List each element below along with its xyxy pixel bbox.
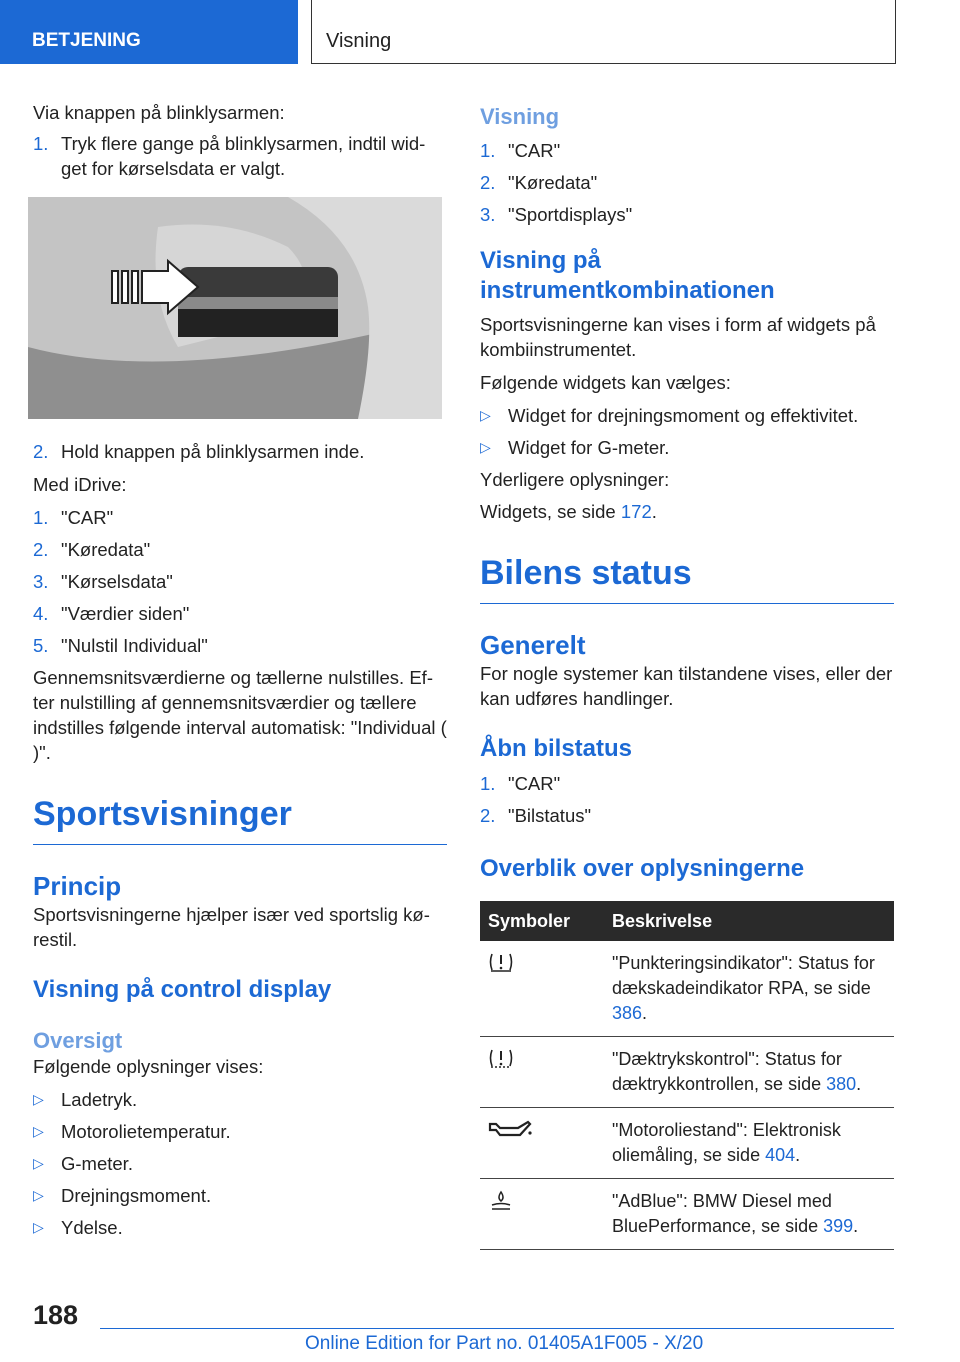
triangle-bullet-icon: ▷ — [33, 1123, 44, 1139]
oil-can-icon — [488, 1118, 534, 1140]
page-number: 188 — [33, 1300, 79, 1330]
heading-control-display: Visning på control display — [33, 976, 332, 1003]
more-label: Yderligere oplysninger: — [480, 469, 670, 490]
oversigt-text: Følgende oplysninger vises: — [33, 1056, 264, 1077]
triangle-bullet-icon: ▷ — [33, 1155, 44, 1171]
step-text: "Bilstatus" — [508, 805, 592, 826]
step-number: 5. — [33, 635, 49, 656]
generelt-text: For nogle systemer kan tilstandene vises, eller der kan udføres handlinger. — [480, 663, 893, 709]
step-text: "CAR" — [508, 140, 561, 161]
description-text: "Punkteringsindikator": Status for dækskadeindikator RPA, se side — [612, 953, 875, 998]
step-text: "Køredata" — [61, 539, 151, 560]
bullet-text: Widget for G-meter. — [508, 437, 670, 458]
triangle-bullet-icon: ▷ — [33, 1091, 44, 1107]
page-link[interactable]: 404 — [765, 1145, 796, 1165]
list-item — [33, 1119, 447, 1144]
section-tab: BETJENING — [0, 0, 298, 64]
heading-visning: Visning — [480, 104, 560, 129]
step-number: 1. — [480, 773, 496, 794]
princip-text: Sportsvisningerne hjælper især ved sportslig kø-restil. — [33, 904, 430, 950]
list-item — [33, 601, 447, 626]
symbol-cell — [480, 1037, 604, 1108]
list-item — [480, 170, 894, 195]
description-cell: "Dæktrykskontrol": Status for dæktrykkontrollen, se side 380. — [604, 1037, 894, 1108]
table-row — [480, 941, 894, 1037]
step-text: Tryk flere gange på blinklysarmen, indtil wid-get for kørselsdata er valgt. — [61, 133, 426, 179]
heading-overblik: Overblik over oplysningerne — [480, 855, 805, 882]
list-item — [480, 435, 894, 460]
list-item — [33, 633, 447, 658]
tire-pressure-icon — [488, 1047, 514, 1069]
table-header-row — [480, 901, 894, 941]
list-item — [33, 1087, 447, 1112]
description-text: "Motoroliestand": Elektronisk oliemåling, se side — [612, 1120, 841, 1165]
list-item — [33, 505, 447, 530]
step-number: 3. — [33, 571, 49, 592]
lever-illustration — [28, 197, 442, 419]
page-link[interactable]: 386 — [612, 1003, 643, 1023]
idrive-steps — [33, 505, 447, 658]
reset-text: Gennemsnitsværdierne og tællerne nulstilles. Ef-ter nulstilling af gennemsnitsværdier og tællere indstilles følgende interval automatisk: "Individual ( )". — [33, 667, 447, 763]
step-text: "Nulstil Individual" — [61, 635, 208, 656]
step-text: "Sportdisplays" — [508, 204, 633, 225]
heading-aabn-bilstatus: Åbn bilstatus — [480, 735, 633, 762]
symbol-cell — [480, 1179, 604, 1250]
list-item — [480, 202, 894, 227]
widgets-label: Følgende widgets kan vælges: — [480, 372, 731, 393]
triangle-bullet-icon: ▷ — [480, 407, 491, 423]
bullet-text: G-meter. — [61, 1153, 133, 1174]
symbol-cell — [480, 1108, 604, 1179]
description-cell: "AdBlue": BMW Diesel med BluePerformance, se side 399. — [604, 1179, 894, 1250]
adblue-icon — [488, 1189, 514, 1211]
page-link[interactable]: 399 — [823, 1216, 854, 1236]
list-item — [33, 1183, 447, 1208]
bullet-text: Motorolietemperatur. — [61, 1121, 231, 1142]
description-text: "AdBlue": BMW Diesel med BluePerformance, se side — [612, 1191, 832, 1236]
step-number: 2. — [33, 441, 49, 462]
list-item — [480, 403, 894, 428]
page-link[interactable]: 380 — [826, 1074, 857, 1094]
list-item — [33, 131, 447, 181]
list-item — [33, 1215, 447, 1240]
step-number: 2. — [480, 805, 496, 826]
table-row — [480, 1037, 894, 1108]
idrive-label: Med iDrive: — [33, 474, 127, 495]
step-text: Hold knappen på blinklysarmen inde. — [61, 441, 365, 462]
heading-generelt: Generelt — [480, 630, 586, 660]
triangle-bullet-icon: ▷ — [33, 1187, 44, 1203]
list-item — [33, 537, 447, 562]
list-item — [480, 138, 894, 163]
list-item — [33, 439, 447, 464]
widgets-reference: Widgets, se side 172. — [480, 501, 657, 522]
table-row — [480, 1108, 894, 1179]
heading-instrument: Visning på instrumentkombinationen — [480, 247, 775, 304]
step-number: 2. — [33, 539, 49, 560]
column-header: Symboler — [480, 901, 604, 941]
description-cell: "Punkteringsindikator": Status for dækskadeindikator RPA, se side 386. — [604, 941, 894, 1037]
turn-signal-lever-photo — [28, 197, 442, 419]
step-text: "CAR" — [61, 507, 114, 528]
list-item — [480, 803, 894, 828]
page-link[interactable]: 172 — [620, 501, 652, 522]
step-text: "Køredata" — [508, 172, 598, 193]
list-item — [33, 569, 447, 594]
bullet-text: Drejningsmoment. — [61, 1185, 212, 1206]
heading-bilens-status: Bilens status — [480, 554, 894, 604]
step-number: 1. — [33, 507, 49, 528]
step-number: 3. — [480, 204, 496, 225]
triangle-bullet-icon: ▷ — [480, 439, 491, 455]
reference-text: Widgets, se side — [480, 501, 621, 522]
step-number: 1. — [33, 133, 49, 154]
column-header: Beskrivelse — [604, 901, 894, 941]
list-item — [480, 771, 894, 796]
step-text: "Kørselsdata" — [61, 571, 173, 592]
step-text: "Værdier siden" — [61, 603, 190, 624]
left-column — [33, 100, 447, 1247]
footer-edition: Online Edition for Part no. 01405A1F005 - X/20 — [305, 1333, 704, 1354]
heading-princip: Princip — [33, 871, 122, 901]
bullet-text: Widget for drejningsmoment og effektivitet. — [508, 405, 859, 426]
intro-text: Via knappen på blinklysarmen: — [33, 102, 285, 123]
status-table — [480, 901, 894, 1250]
heading-sportsvisninger: Sportsvisninger — [33, 795, 447, 845]
step-number: 4. — [33, 603, 49, 624]
instrument-text: Sportsvisningerne kan vises i form af widgets på kombiinstrumentet. — [480, 314, 876, 360]
step-number: 1. — [480, 140, 496, 161]
bullet-text: Ydelse. — [61, 1217, 123, 1238]
tire-warning-icon — [488, 951, 514, 973]
description-text: "Dæktrykskontrol": Status for dæktrykkontrollen, se side — [612, 1049, 842, 1094]
page-header-title: Visning — [311, 0, 896, 64]
footer-divider — [100, 1328, 894, 1329]
step-number: 2. — [480, 172, 496, 193]
bullet-text: Ladetryk. — [61, 1089, 138, 1110]
table-row — [480, 1179, 894, 1250]
list-item — [33, 1151, 447, 1176]
symbol-cell — [480, 941, 604, 1037]
triangle-bullet-icon: ▷ — [33, 1219, 44, 1235]
right-column — [480, 104, 894, 1250]
step-text: "CAR" — [508, 773, 561, 794]
description-cell: "Motoroliestand": Elektronisk oliemåling, se side 404. — [604, 1108, 894, 1179]
heading-oversigt: Oversigt — [33, 1028, 123, 1053]
